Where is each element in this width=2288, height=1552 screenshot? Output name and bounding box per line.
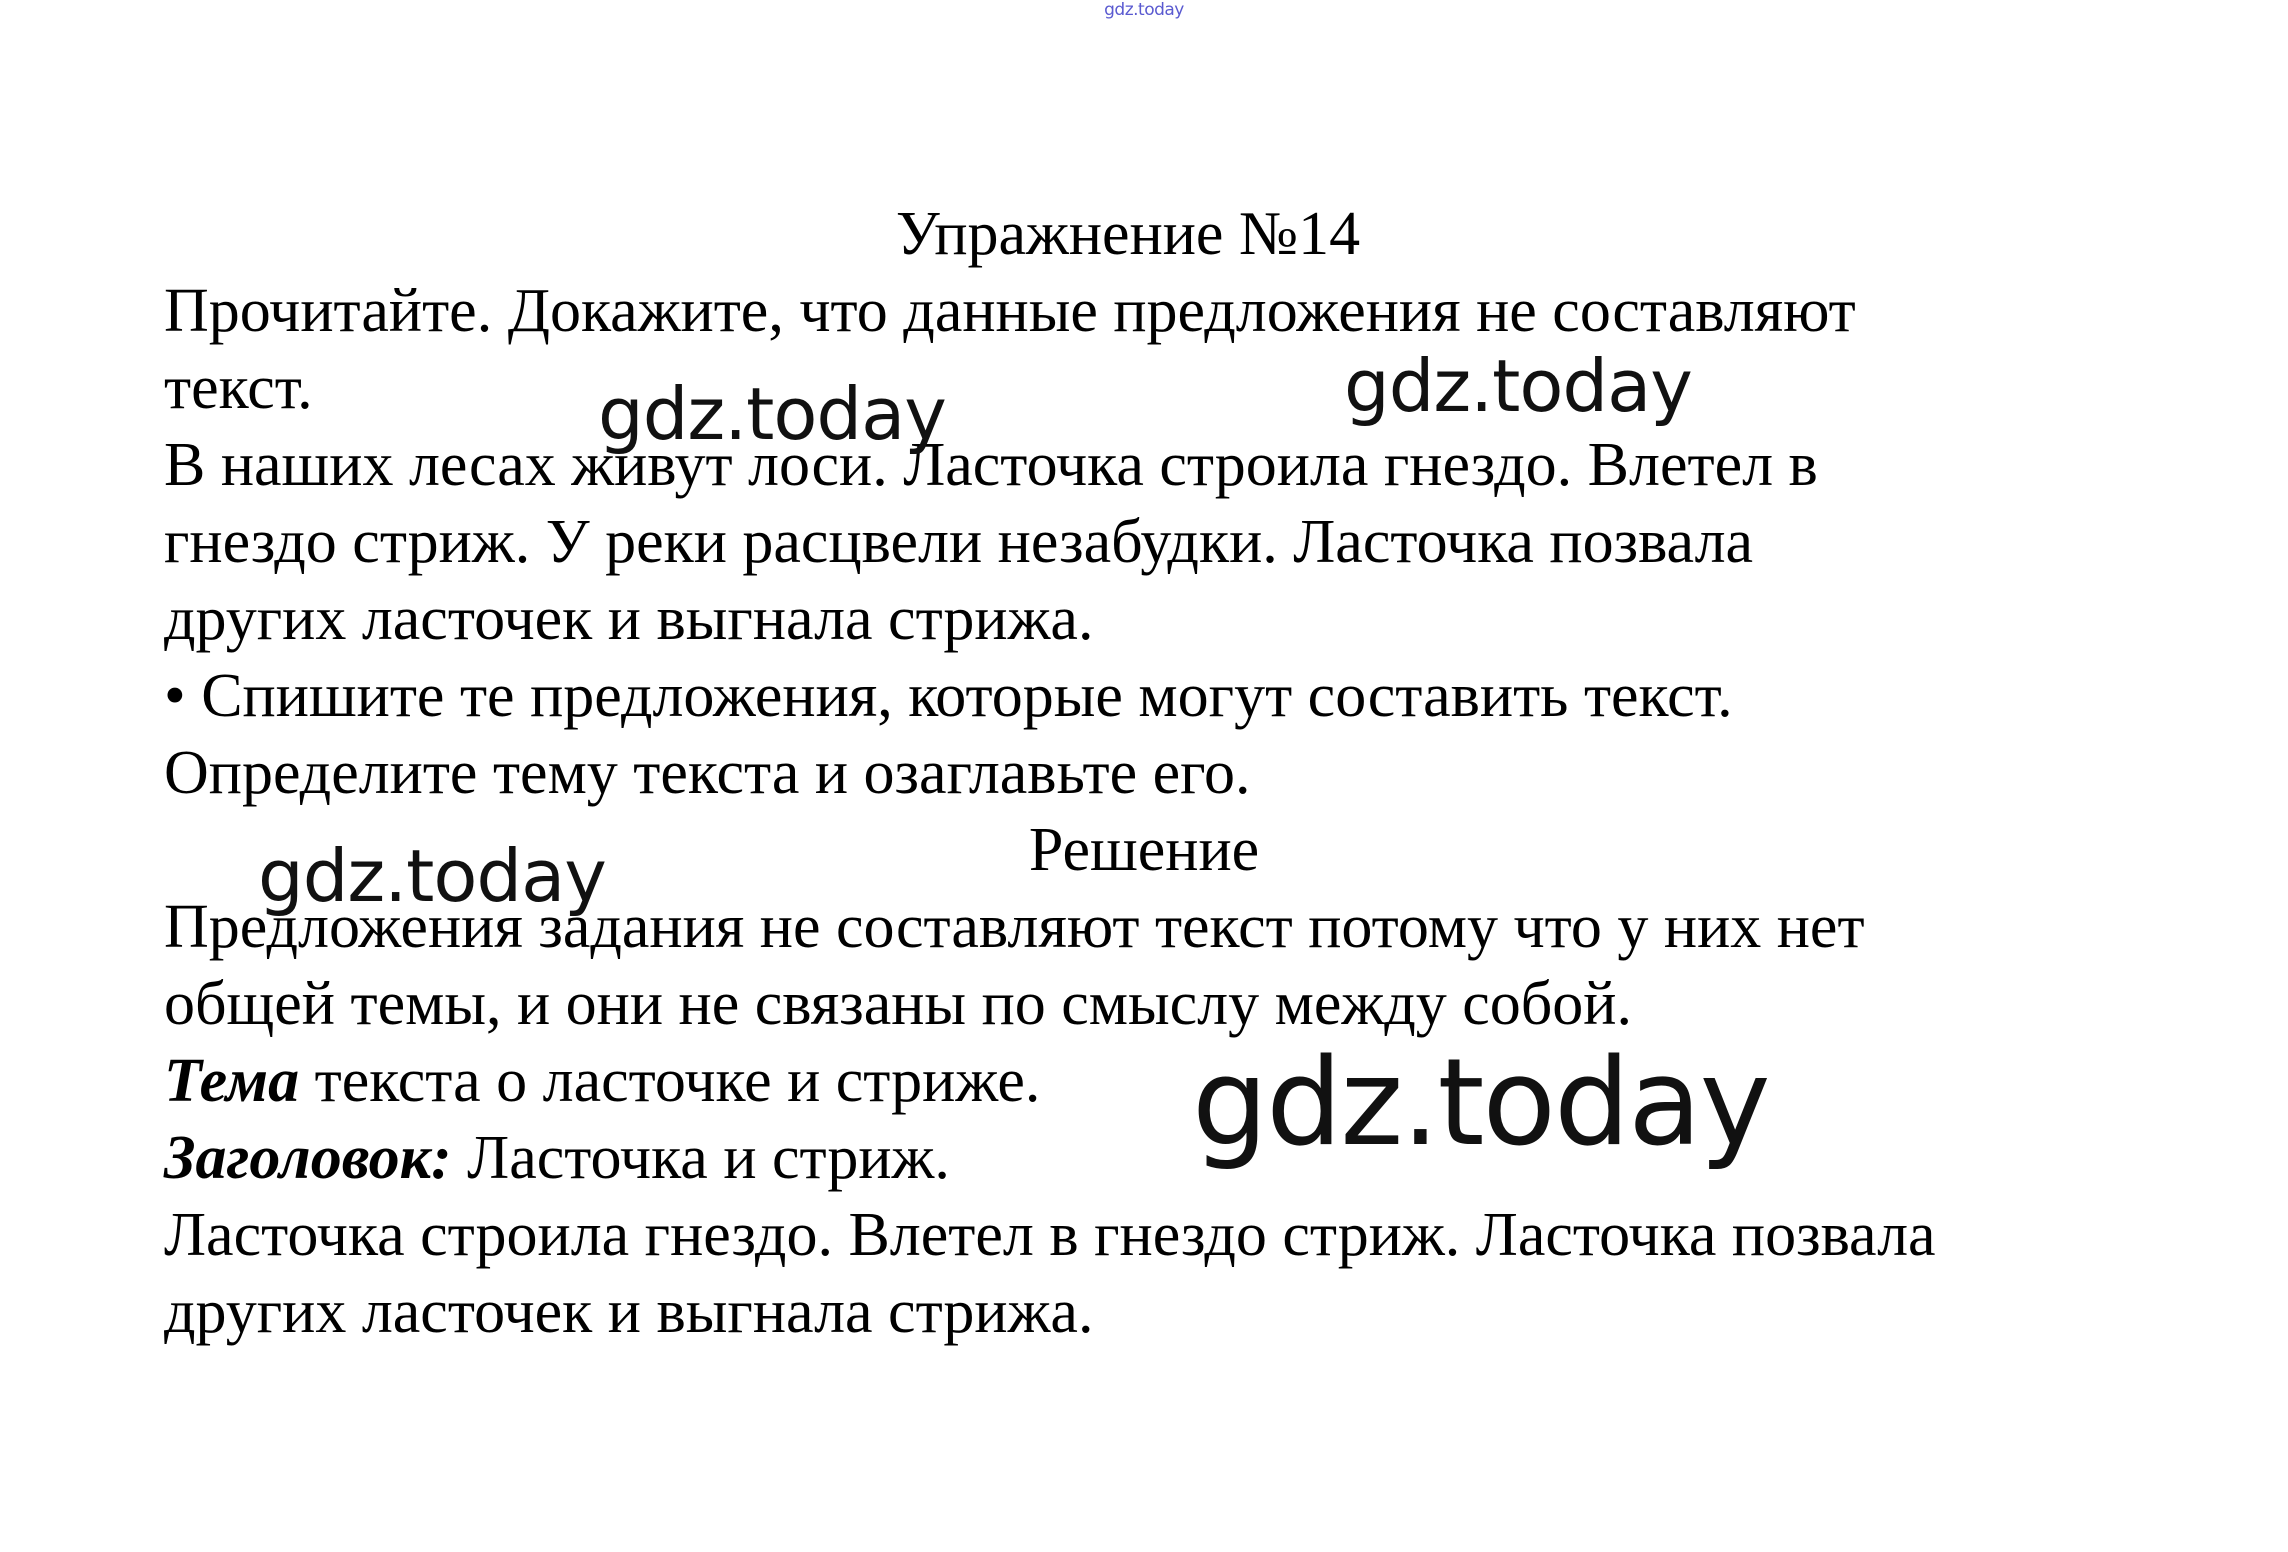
heading-text: Ласточка и стриж. [451, 1124, 950, 1192]
watermark: gdz.today [258, 834, 606, 918]
site-watermark-top: gdz.today [1104, 0, 1184, 20]
instruction-line: • Спишите те предложения, которые могут составить текст. [164, 662, 1733, 730]
heading-label: Заголовок: [164, 1124, 452, 1192]
theme-text: текста о ласточке и стриже. [299, 1047, 1041, 1115]
answer-line: Предложения задания не составляют текст потому что у них нет [164, 893, 1865, 961]
solution-heading: Решение [1028, 816, 1260, 884]
text-line: гнездо стриж. У реки расцвели незабудки. Ласточка позвала [164, 508, 1754, 576]
theme-label: Тема [164, 1047, 300, 1115]
watermark: gdz.today [1344, 344, 1692, 428]
watermark: gdz.today [1192, 1034, 1769, 1173]
exercise-title: Упражнение №14 [895, 200, 1361, 268]
result-line: других ласточек и выгнала стрижа. [164, 1278, 1094, 1346]
title-line [164, 1120, 2164, 1197]
answer-line: общей темы, и они не связаны по смыслу между собой. [164, 970, 1632, 1038]
text-line: В наших лесах живут лоси. Ласточка строила гнездо. Влетел в [164, 431, 1818, 499]
task-line: текст. [164, 354, 313, 422]
result-line: Ласточка строила гнездо. Влетел в гнездо стриж. Ласточка позвала [164, 1201, 1936, 1269]
instruction-line: Определите тему текста и озаглавьте его. [164, 739, 1251, 807]
theme-line [164, 1043, 2164, 1120]
watermark: gdz.today [598, 372, 946, 456]
exercise-page [164, 196, 2164, 1351]
text-line: других ласточек и выгнала стрижа. [164, 585, 1094, 653]
task-line: Прочитайте. Докажите, что данные предложения не составляют [164, 277, 1856, 345]
